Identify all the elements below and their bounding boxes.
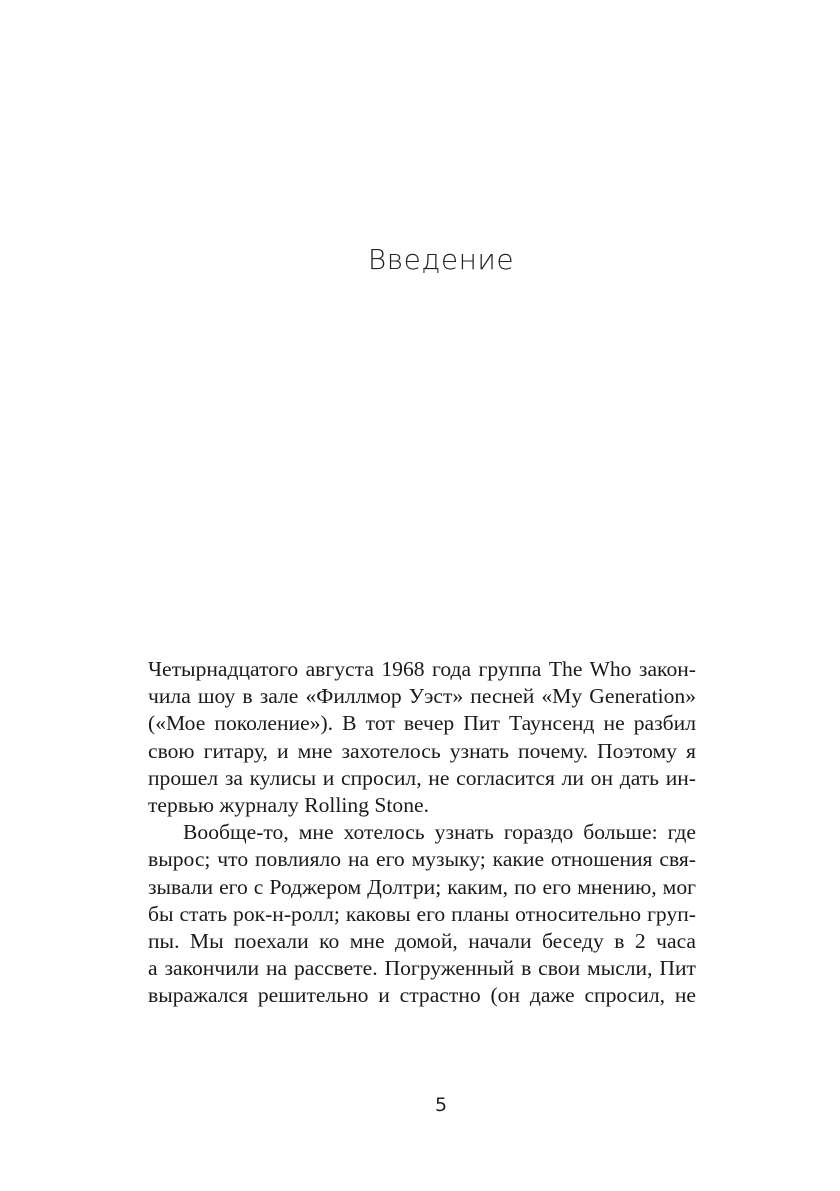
- text-line: свою гитару, и мне захотелось узнать почему. Поэтому я: [148, 738, 696, 763]
- text-line: прошел за кулисы и спросил, не согласится ли он дать ин-: [148, 765, 696, 790]
- text-line: пы. Мы поехали ко мне домой, начали беседу в 2 часа: [148, 928, 696, 953]
- text-line: чила шоу в зале «Филлмор Уэст» песней «My Generation»: [148, 684, 696, 709]
- text-line: Четырнадцатого августа 1968 года группа The Who закон-: [148, 657, 696, 681]
- page-number: 5: [434, 1094, 448, 1116]
- chapter-title: Введение: [367, 243, 515, 276]
- paragraph: [148, 656, 696, 819]
- text-line: а закончили на рассвете. Погруженный в свои мысли, Пит: [148, 956, 696, 981]
- text-line: выражался решительно и страстно (он даже спросил, не: [148, 983, 696, 1008]
- text-line: Вообще-то, мне хотелось узнать гораздо больше: где: [183, 820, 696, 845]
- text-line: («Мое поколение»). В тот вечер Пит Таунсенд не разбил: [148, 711, 696, 736]
- text-line: зывали его с Роджером Долтри; каким, по его мнению, мог: [148, 874, 696, 899]
- text-line: вырос; что повлияло на его музыку; какие отношения свя-: [148, 847, 696, 872]
- paragraph: [148, 819, 696, 1009]
- text-line: тервью журналу Rolling Stone.: [148, 792, 429, 817]
- body-text: [148, 656, 696, 1009]
- text-line: бы стать рок-н-ролл; каковы его планы относительно груп-: [148, 901, 696, 926]
